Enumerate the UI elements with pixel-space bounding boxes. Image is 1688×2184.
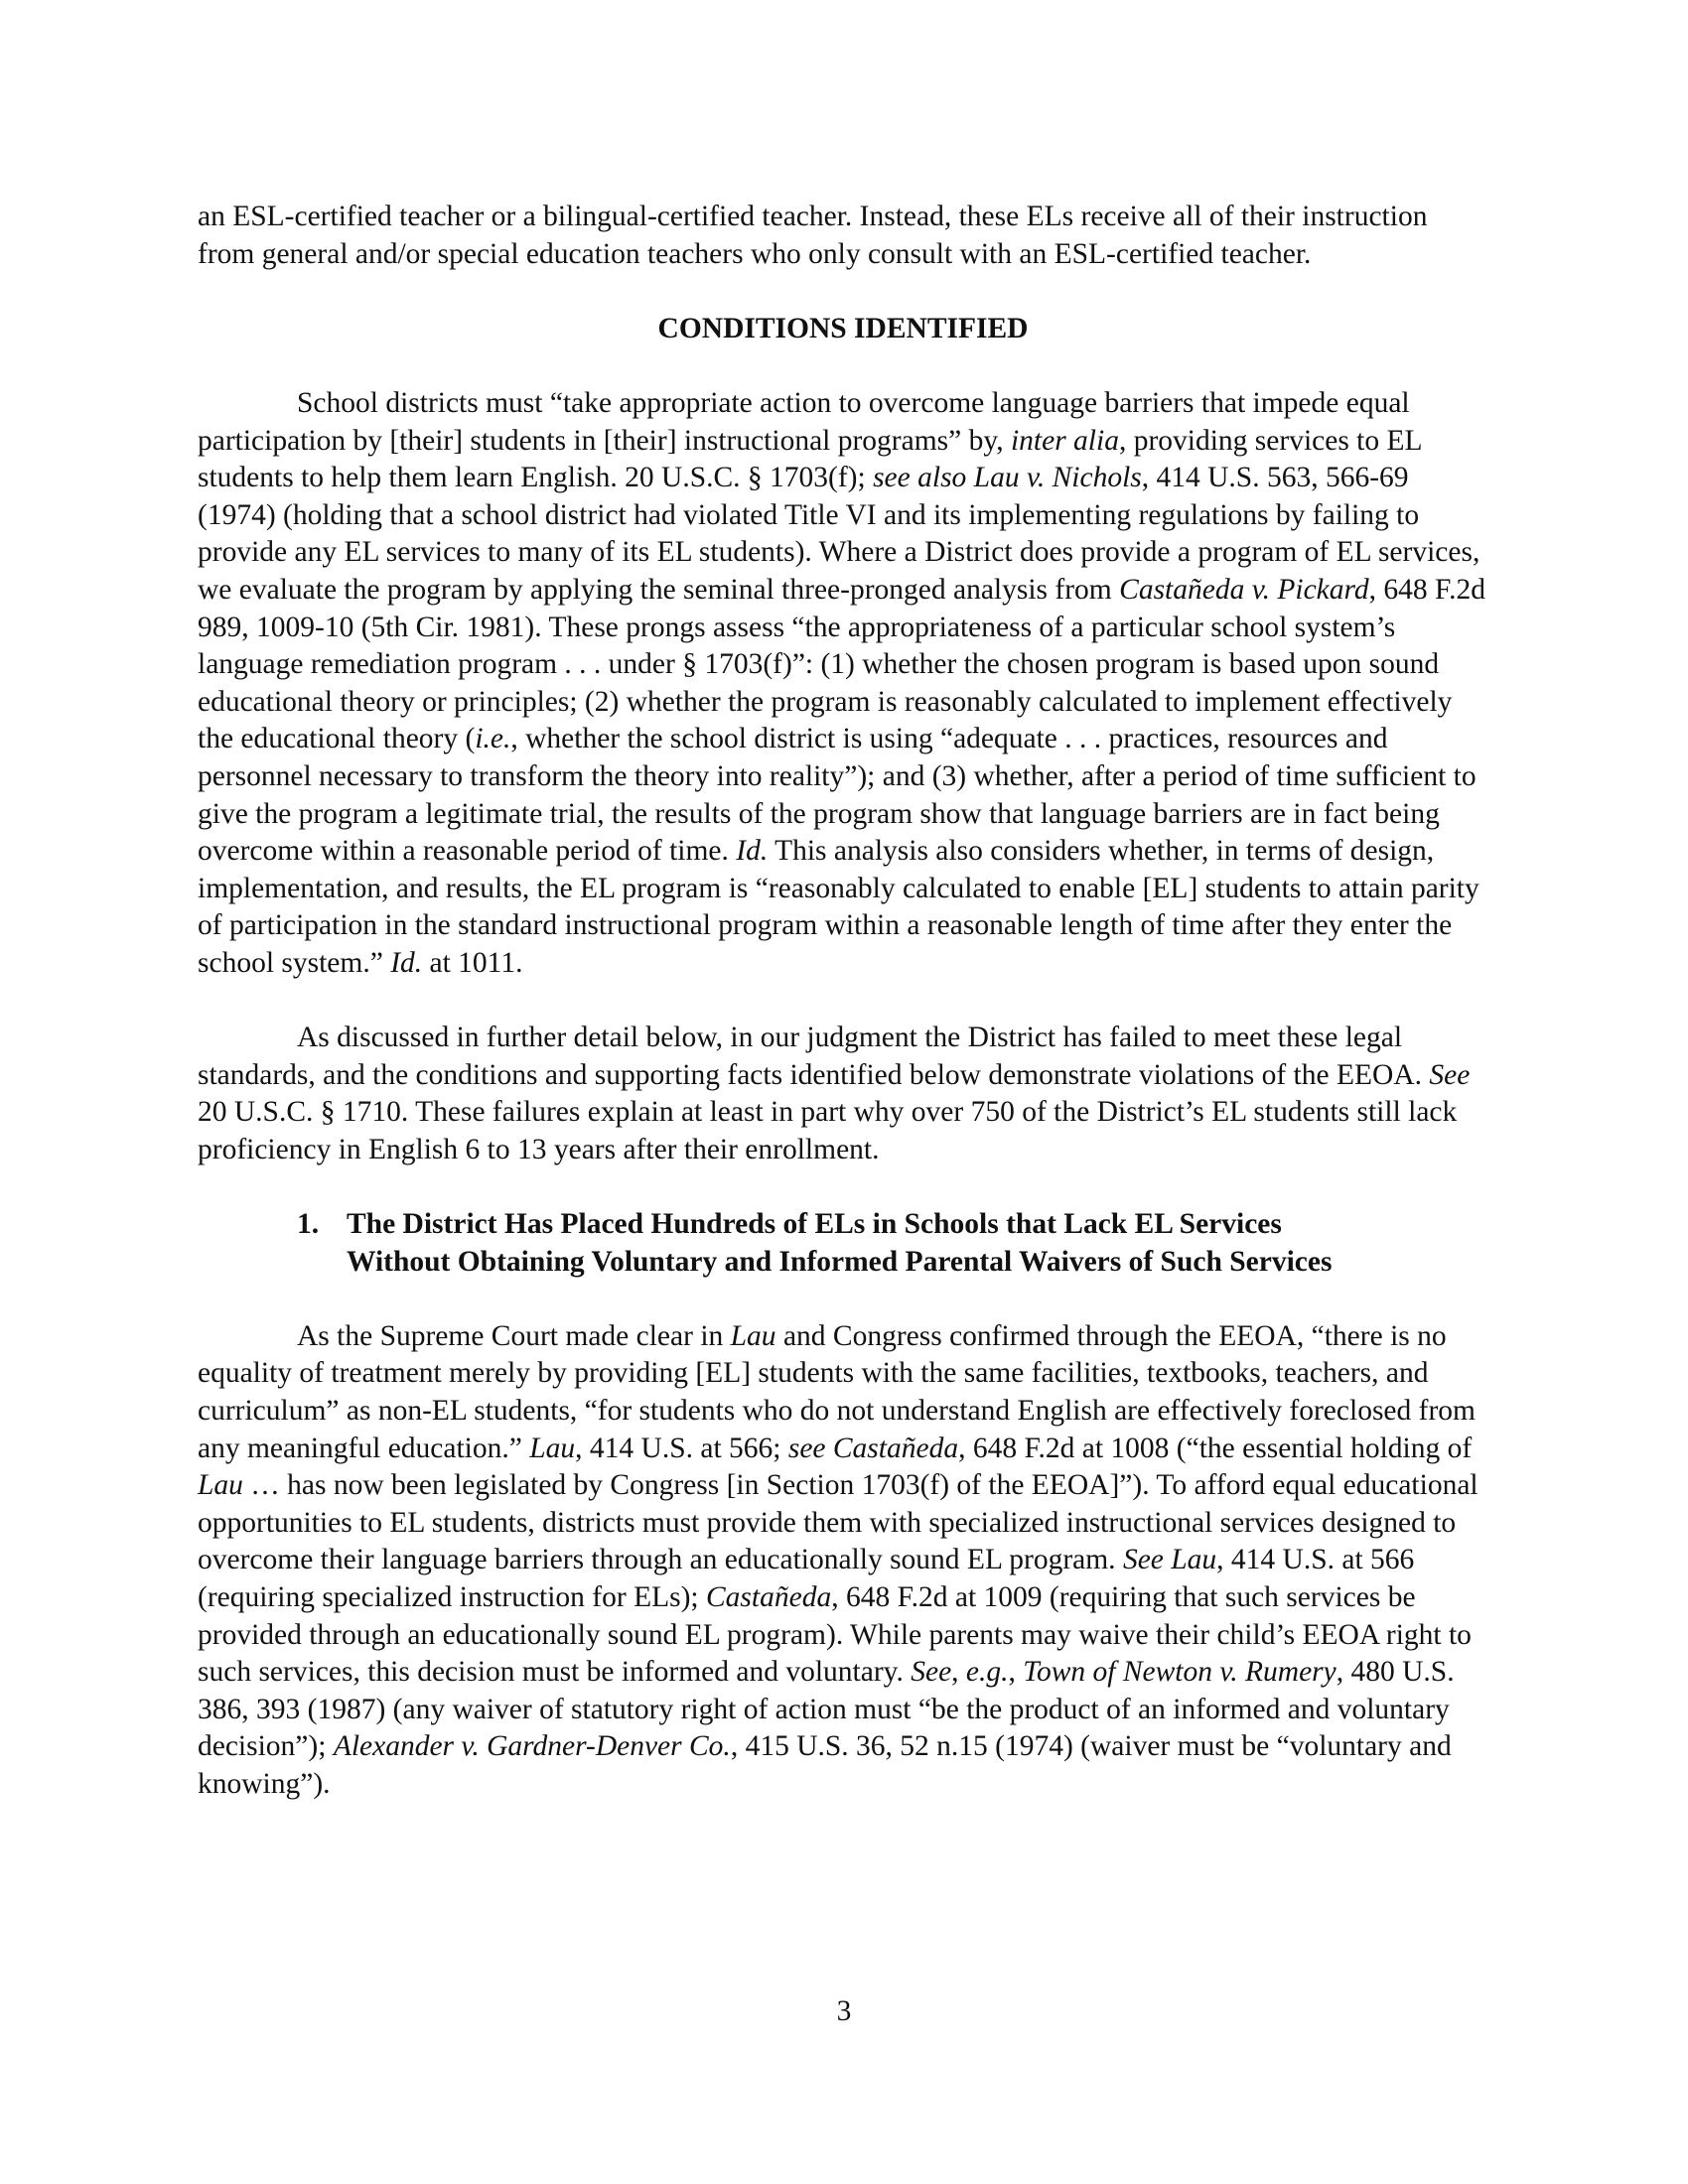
- italic-citation-text: see also Lau v. Nichols: [873, 462, 1142, 494]
- body-text: 20 U.S.C. § 1710. These failures explain at least in part why over 750 of the District’s EL students still lack proficiency in English 6 to 13 years after their enrollment.: [198, 1096, 1458, 1165]
- body-text: , providing services to EL students to help them learn English. 20 U.S.C. § 1703(f);: [198, 424, 1422, 494]
- spacer: [198, 1281, 1488, 1318]
- body-text: , 414 U.S. 563, 566-69 (1974) (holding that a school district had violated Title VI and its implementing regulations by failing to provide any EL services to many of its EL students). Where a District does provide a program of EL services, we evaluate the program by applying the seminal three-pronged analysis from: [198, 462, 1480, 606]
- subsection-title-line-2: Without Obtaining Voluntary and Informed Parental Waivers of Such Services: [347, 1245, 1333, 1278]
- body-text: , 480 U.S. 386, 393 (1987) (any waiver of statutory right of action must “be the product of an informed and voluntary decision”);: [198, 1656, 1455, 1763]
- page-number: 3: [836, 1995, 852, 2027]
- italic-citation-text: See Lau: [1122, 1544, 1217, 1576]
- body-text: an ESL-certified teacher or a bilingual-certified teacher. Instead, these ELs receive all of their instruction from general and/or special education teachers who only consult with an ESL-certified teacher.: [198, 201, 1428, 270]
- italic-citation-text: Lau: [529, 1432, 576, 1464]
- body-text: ,: [1008, 1656, 1024, 1689]
- paragraph-continued: [198, 199, 1488, 273]
- body-text: at 1011.: [422, 946, 523, 979]
- spacer: [198, 273, 1488, 311]
- italic-citation-text: Town of Newton v. Rumery: [1023, 1656, 1336, 1689]
- italic-citation-text: See: [1429, 1058, 1471, 1091]
- italic-citation-text: Id.: [390, 946, 423, 979]
- spacer: [198, 982, 1488, 1020]
- subsection-title-line-1: The District Has Placed Hundreds of ELs in Schools that Lack EL Services: [347, 1208, 1282, 1241]
- italic-citation-text: Castañeda: [706, 1580, 832, 1613]
- body-text: , 648 F.2d at 1008 (“the essential holding of: [958, 1432, 1473, 1464]
- body-text: As discussed in further detail below, in our judgment the District has failed to meet these legal standards, and the conditions and supporting facts identified below demonstrate violations of the EEOA.: [198, 1022, 1430, 1091]
- body-text: , 414 U.S. at 566 (requiring specialized instruction for ELs);: [198, 1544, 1415, 1613]
- paragraph-legal-standard: [198, 385, 1488, 983]
- italic-citation-text: See: [911, 1656, 952, 1689]
- paragraph-summary: [198, 1020, 1488, 1168]
- subsection-heading: [198, 1206, 1488, 1281]
- italic-citation-text: Lau: [730, 1319, 776, 1352]
- body-text: , 648 F.2d at 1009 (requiring that such services be provided through an educationally sound EL program). While parents may waive their child’s EEOA right to such services, this decision must be informed and voluntary.: [198, 1580, 1472, 1689]
- spacer: [198, 1168, 1488, 1206]
- page-content: [198, 199, 1488, 1804]
- body-text: , 414 U.S. at 566;: [575, 1432, 788, 1464]
- italic-citation-text: Id.: [736, 835, 769, 868]
- italic-citation-text: Alexander v. Gardner-Denver Co.: [333, 1730, 731, 1763]
- body-text: ,: [951, 1656, 966, 1689]
- body-text: This analysis also considers whether, in terms of design, implementation, and results, the EL program is “reasonably calculated to enable [EL] students to attain parity of participation in the standard instructional program within a reasonable length of time after they enter the school system.”: [198, 835, 1479, 979]
- body-text: As the Supreme Court made clear in: [297, 1319, 731, 1352]
- subsection-number: 1.: [297, 1208, 320, 1241]
- italic-citation-text: e.g.: [965, 1656, 1009, 1689]
- body-text: and Congress confirmed through the EEOA, “there is no equality of treatment merely by providing [EL] students with the same facilities, textbooks, teachers, and curriculum” as non-EL students, “for students who do not understand English are effectively foreclosed from any meaningful education.”: [198, 1319, 1476, 1464]
- italic-citation-text: inter alia: [1010, 424, 1119, 457]
- body-text: School districts must “take appropriate action to overcome language barriers that impede equal participation by [their] students in [their] instructional programs” by,: [198, 386, 1410, 457]
- section-title: CONDITIONS IDENTIFIED: [657, 312, 1029, 344]
- body-text: … has now been legislated by Congress [in Section 1703(f) of the EEOA]”). To afford equal educational opportunities to EL students, districts must provide them with specialized instructional services designed to overcome their language barriers through an educationally sound EL program.: [198, 1469, 1478, 1576]
- body-text: , whether the school district is using “adequate . . . practices, resources and personnel necessary to transform the theory into reality”); and (3) whether, after a period of time sufficient to give the program a legitimate trial, the results of the program show that language barriers are in fact being overcome within a reasonable period of time.: [198, 723, 1477, 868]
- italic-citation-text: Lau: [198, 1469, 243, 1502]
- italic-citation-text: see Castañeda: [787, 1432, 959, 1464]
- spacer: [198, 347, 1488, 385]
- italic-citation-text: i.e.: [475, 723, 511, 755]
- paragraph-waiver: [198, 1318, 1488, 1804]
- italic-citation-text: Castañeda v. Pickard: [1119, 573, 1369, 606]
- body-text: , 415 U.S. 36, 52 n.15 (1974) (waiver must be “voluntary and knowing”).: [198, 1730, 1452, 1800]
- body-text: , 648 F.2d 989, 1009-10 (5th Cir. 1981). These prongs assess “the appropriateness of a particular school system’s language remediation program . . . under § 1703(f)”: (1) whether the chosen program is based upon sound educational theory or principles; (2) whether the program is reasonably calculated to implement effectively the educational theory (: [198, 573, 1485, 755]
